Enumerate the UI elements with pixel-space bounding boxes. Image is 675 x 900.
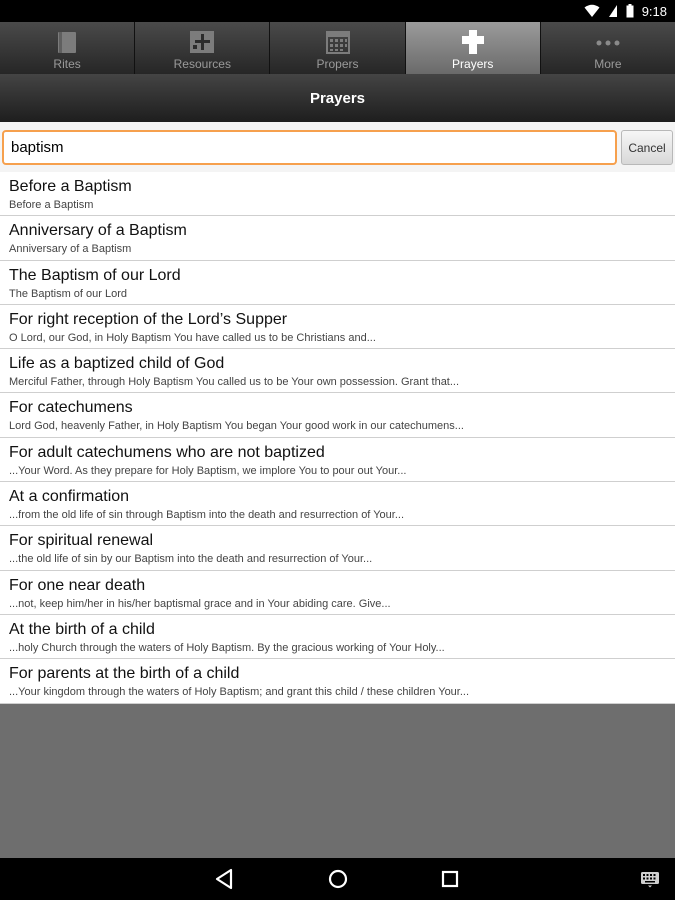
result-snippet: ...holy Church through the waters of Holy Baptism. By the gracious working of Your Holy...	[9, 641, 445, 654]
result-title: Anniversary of a Baptism	[9, 222, 187, 240]
status-icons	[584, 3, 667, 19]
result-title: For one near death	[9, 576, 146, 594]
tab-prayers[interactable]	[406, 22, 541, 74]
tab-bar	[0, 22, 675, 74]
result-title: For right reception of the Lord’s Supper	[9, 310, 288, 328]
page-title: Prayers	[309, 89, 366, 107]
result-snippet: O Lord, our God, in Holy Baptism You have called us to be Christians and...	[9, 331, 376, 344]
result-title: At a confirmation	[9, 488, 130, 506]
result-snippet: Lord God, heavenly Father, in Holy Baptism You began Your good work in our catechumens...	[9, 420, 464, 433]
result-title: Before a Baptism	[9, 178, 132, 195]
search-input[interactable]	[2, 130, 617, 165]
status-time: 9:18	[641, 3, 667, 19]
list-item[interactable]	[0, 615, 675, 659]
tab-label: More	[594, 57, 622, 71]
list-item[interactable]	[0, 482, 675, 526]
result-title: The Baptism of our Lord	[9, 266, 181, 284]
tab-label: Prayers	[452, 57, 494, 71]
result-snippet: The Baptism of our Lord	[9, 287, 128, 300]
keyboard-icon[interactable]	[640, 870, 660, 888]
tab-propers[interactable]	[270, 22, 405, 74]
results-list	[0, 172, 675, 704]
calendar-icon	[324, 28, 352, 56]
list-item[interactable]	[0, 571, 675, 615]
recents-icon[interactable]	[437, 866, 463, 892]
result-title: Life as a baptized child of God	[9, 355, 225, 373]
result-snippet: Anniversary of a Baptism	[9, 243, 132, 256]
tab-rites[interactable]	[0, 22, 135, 74]
search-area	[0, 122, 675, 172]
list-item[interactable]	[0, 172, 675, 216]
result-title: For catechumens	[9, 399, 133, 417]
result-snippet: ...from the old life of sin through Baptism into the death and resurrection of Your...	[9, 509, 405, 522]
book-icon	[53, 28, 81, 56]
cancel-button[interactable]: Cancel	[621, 130, 673, 165]
result-snippet: ...the old life of sin by our Baptism into the death and resurrection of Your...	[9, 553, 373, 566]
cross-icon	[459, 28, 487, 56]
status-bar	[0, 0, 675, 22]
result-snippet: ...Your Word. As they prepare for Holy Baptism, we implore You to pour out Your...	[9, 464, 407, 477]
list-item[interactable]	[0, 526, 675, 570]
result-title: At the birth of a child	[9, 620, 155, 638]
more-dots-icon	[594, 28, 622, 56]
list-item[interactable]	[0, 305, 675, 349]
result-snippet: ...Your kingdom through the waters of Holy Baptism; and grant this child / these children Your...	[9, 686, 470, 699]
result-title: For adult catechumens who are not baptized	[9, 443, 325, 461]
list-item[interactable]	[0, 349, 675, 393]
signal-icon	[608, 4, 618, 18]
back-icon[interactable]	[212, 866, 238, 892]
battery-icon	[626, 4, 634, 18]
tab-label: Propers	[316, 57, 359, 71]
result-title: For spiritual renewal	[9, 532, 154, 550]
home-icon[interactable]	[325, 866, 351, 892]
list-item[interactable]	[0, 438, 675, 482]
wifi-icon	[584, 4, 600, 18]
navigation-bar	[0, 858, 675, 900]
cross-grid-icon	[188, 28, 216, 56]
tab-label: Resources	[173, 57, 231, 71]
result-snippet: Merciful Father, through Holy Baptism You called us to be Your own possession. Grant that...	[9, 376, 460, 389]
tab-more[interactable]	[541, 22, 675, 74]
title-bar	[0, 74, 675, 123]
list-item[interactable]	[0, 659, 675, 703]
list-item[interactable]	[0, 216, 675, 260]
tab-label: Rites	[53, 57, 81, 71]
result-title: For parents at the birth of a child	[9, 665, 240, 683]
result-snippet: ...not, keep him/her in his/her baptismal grace and in Your abiding care. Give...	[9, 597, 391, 610]
result-snippet: Before a Baptism	[9, 199, 94, 211]
tab-resources[interactable]	[135, 22, 270, 74]
list-item[interactable]	[0, 393, 675, 437]
list-item[interactable]	[0, 261, 675, 305]
